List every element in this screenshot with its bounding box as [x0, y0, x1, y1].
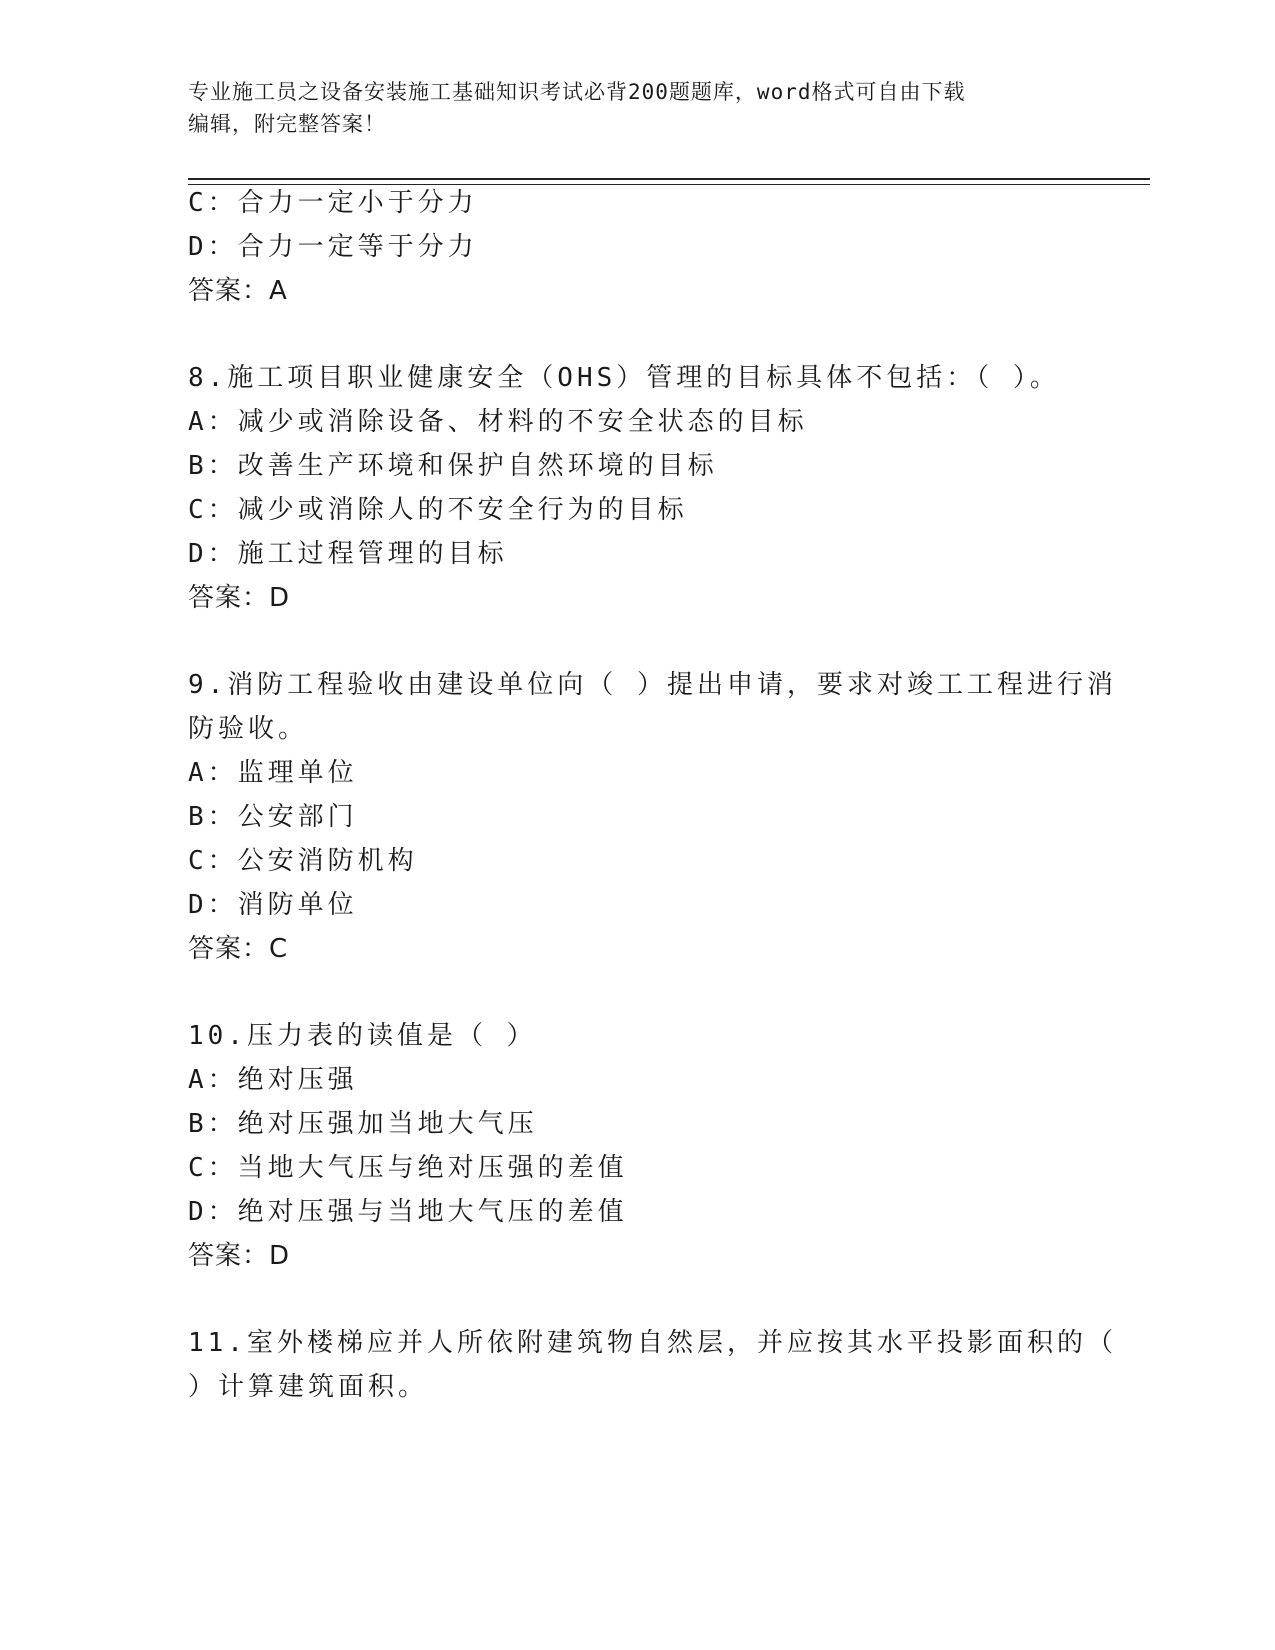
- q8-answer: 答案：D: [188, 583, 291, 613]
- q9-option-b: B：公安部门: [188, 802, 358, 832]
- q10-answer: 答案：D: [188, 1241, 291, 1271]
- q10-option-d: D：绝对压强与当地大气压的差值: [188, 1197, 628, 1227]
- q9-question-line-2: 防验收。: [188, 714, 309, 744]
- q9-option-a: A：监理单位: [188, 758, 358, 788]
- header-title-line-2: 编辑，附完整答案！: [188, 112, 386, 136]
- header-title-line-1: 专业施工员之设备安装施工基础知识考试必背200题题库，word格式可自由下载: [188, 80, 966, 104]
- q9-answer: 答案：C: [188, 934, 289, 964]
- q7-answer: 答案：A: [188, 276, 288, 306]
- q8-option-d: D：施工过程管理的目标: [188, 539, 508, 569]
- q11-question-line-2: ）计算建筑面积。: [188, 1372, 429, 1402]
- q10-option-b: B：绝对压强加当地大气压: [188, 1109, 538, 1139]
- document-header: [188, 76, 1088, 140]
- q10-option-c: C：当地大气压与绝对压强的差值: [188, 1153, 628, 1183]
- q9-option-c: C：公安消防机构: [188, 846, 418, 876]
- q8-question: 8.施工项目职业健康安全（OHS）管理的目标具体不包括：（ ）。: [188, 363, 1060, 393]
- q8-option-a: A：减少或消除设备、材料的不安全状态的目标: [188, 407, 808, 437]
- q8-option-c: C：减少或消除人的不安全行为的目标: [188, 495, 688, 525]
- q9-option-d: D：消防单位: [188, 890, 358, 920]
- q10-question: 10.压力表的读值是（ ）: [188, 1021, 537, 1051]
- q9-question-line-1: 9.消防工程验收由建设单位向（ ）提出申请，要求对竣工工程进行消: [188, 670, 1117, 700]
- q8-option-b: B：改善生产环境和保护自然环境的目标: [188, 451, 718, 481]
- header-rule-thick: [188, 178, 1150, 180]
- q10-option-a: A：绝对压强: [188, 1065, 358, 1095]
- q7-option-c: C：合力一定小于分力: [188, 188, 478, 218]
- header-rule-thin: [188, 184, 1150, 185]
- q11-question-line-1: 11.室外楼梯应并人所依附建筑物自然层，并应按其水平投影面积的（: [188, 1328, 1117, 1358]
- q7-option-d: D：合力一定等于分力: [188, 232, 478, 262]
